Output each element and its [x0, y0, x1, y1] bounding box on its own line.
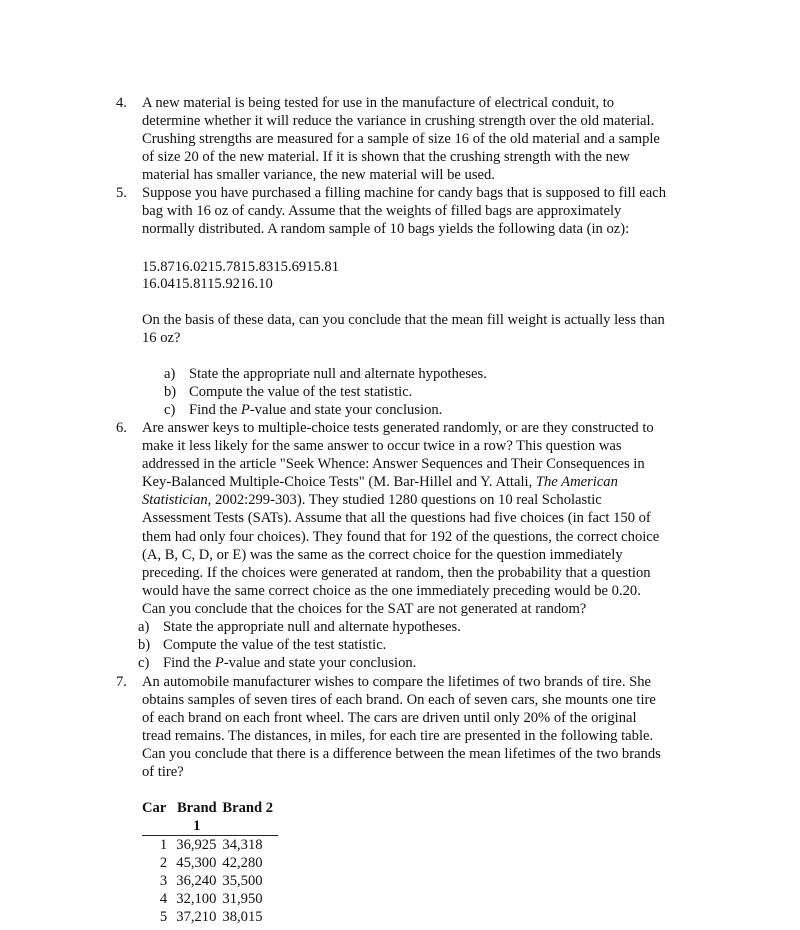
- text-line: material has smaller variance, the new material will be used.: [142, 167, 495, 184]
- subpart-text: [189, 401, 442, 419]
- subpart-letter: a): [164, 366, 176, 382]
- subpart-c: [138, 654, 720, 672]
- text-line: tread remains. The distances, in miles, for each tire are presented in the following table.: [142, 728, 654, 745]
- subpart-letter: b): [138, 637, 151, 654]
- text-line: them had only four choices). They found that for 192 of the questions, the correct choice: [142, 528, 660, 545]
- text-line: Can you conclude that the choices for the SAT are not generated at random?: [142, 600, 587, 617]
- text-line: of size 20 of the new material. If it is shown that the crushing strength with the new: [142, 149, 630, 166]
- cell-brand2: 31,950: [222, 891, 263, 907]
- problem-number: 4.: [116, 95, 127, 111]
- problem-text: [138, 419, 720, 672]
- subpart-text: State the appropriate null and alternate hypotheses.: [189, 366, 487, 382]
- table-row: [142, 836, 278, 855]
- subpart-letter: a): [138, 619, 150, 636]
- problem-text: [142, 184, 720, 238]
- subpart-list: [142, 365, 720, 419]
- subpart-a: [142, 365, 720, 383]
- cell-car: 1: [159, 837, 168, 853]
- table-row: [142, 854, 278, 872]
- subpart-text: Compute the value of the test statistic.: [189, 384, 413, 401]
- subpart-text-after: -value and state your conclusion.: [249, 402, 443, 419]
- data-line: 16.0415.8115.9216.10: [142, 276, 273, 292]
- problem-text: [142, 94, 720, 184]
- subpart-c: [142, 401, 720, 419]
- table-row: [142, 908, 278, 926]
- text-line: preceding. If the choices were generated at random, then the probability that a question: [142, 564, 651, 581]
- problem-number: 6.: [116, 420, 127, 436]
- text-line: obtains samples of seven tires of each brand. On each of seven cars, she mounts one tire: [142, 692, 656, 709]
- text-line: bag with 16 oz of candy. Assume that the weights of filled bags are approximately: [142, 203, 622, 220]
- subpart-text-before: Find the: [189, 402, 241, 419]
- text-line: make it less likely for the same answer to occur twice in a row? This question was: [142, 438, 622, 455]
- cell-brand1: 32,100: [176, 891, 217, 907]
- journal-title: The American: [535, 474, 618, 491]
- journal-title-cont: Statistician: [142, 492, 208, 509]
- text-segment: , 2002:299-303). They studied 1280 questions on 10 real Scholastic: [207, 492, 602, 509]
- cell-brand1: 36,925: [176, 837, 217, 853]
- cell-car: 5: [159, 909, 168, 925]
- p-italic: P: [214, 655, 224, 672]
- subpart-text: Compute the value of the test statistic.: [163, 637, 387, 654]
- text-line: [142, 473, 720, 491]
- col-header-car: Car: [142, 799, 171, 836]
- cell-brand2: 34,318: [222, 837, 263, 853]
- p-italic: P: [240, 402, 250, 419]
- cell-brand1: 36,240: [176, 873, 217, 889]
- text-line: addressed in the article "Seek Whence: Answer Sequences and Their Consequences in: [142, 456, 645, 473]
- text-line: of tire?: [142, 764, 184, 781]
- question-text: [142, 311, 720, 347]
- cell-brand2: 35,500: [222, 873, 263, 889]
- text-line: (A, B, C, D, or E) was the same as the correct choice for the question immediately: [142, 546, 623, 563]
- text-line: Are answer keys to multiple-choice tests generated randomly, or are they constructed to: [142, 420, 654, 436]
- problem-number: 7.: [116, 674, 127, 690]
- text-line: Assessment Tests (SATs). Assume that all the questions had five choices (in fact 150 of: [142, 510, 651, 527]
- problem-number: 5.: [116, 185, 127, 201]
- text-segment: Key-Balanced Multiple-Choice Tests" (M. Bar-Hillel and Y. Attali,: [142, 474, 536, 491]
- text-line: A new material is being tested for use in the manufacture of electrical conduit, to: [142, 95, 615, 111]
- cell-car: 3: [159, 873, 168, 889]
- tire-table: [142, 799, 278, 926]
- subpart-text: State the appropriate null and alternate hypotheses.: [163, 619, 461, 636]
- problem-text: [142, 673, 720, 782]
- subpart-letter: c): [164, 402, 176, 419]
- text-line: 16 oz?: [142, 330, 181, 347]
- text-line: Suppose you have purchased a filling machine for candy bags that is supposed to fill each: [142, 185, 667, 201]
- data-line: 15.8716.0215.7815.8315.6915.81: [142, 259, 340, 275]
- cell-car: 4: [159, 891, 168, 907]
- subpart-a: [138, 618, 720, 636]
- subpart-letter: b): [164, 384, 177, 401]
- text-line: Crushing strengths are measured for a sample of size 16 of the old material and a sample: [142, 131, 660, 148]
- text-line: [142, 491, 720, 509]
- table-header-row: [142, 799, 278, 836]
- data-block: [142, 258, 720, 292]
- cell-brand1: 37,210: [176, 909, 217, 925]
- text-line: Can you conclude that there is a difference between the mean lifetimes of the two brands: [142, 746, 661, 763]
- subpart-letter: c): [138, 655, 150, 672]
- cell-brand2: 38,015: [222, 909, 263, 925]
- cell-brand2: 42,280: [222, 855, 263, 871]
- text-line: would have the same correct choice as the one immediately preceding would be 0.20.: [142, 582, 641, 599]
- table-row: [142, 872, 278, 890]
- subpart-text-after: -value and state your conclusion.: [223, 655, 417, 672]
- text-line: On the basis of these data, can you conclude that the mean fill weight is actually less than: [142, 312, 665, 328]
- cell-brand1: 45,300: [176, 855, 217, 871]
- text-line: normally distributed. A random sample of 10 bags yields the following data (in oz):: [142, 221, 630, 238]
- data-table: [142, 799, 278, 926]
- text-line: of each brand on each front wheel. The cars are driven until only 20% of the original: [142, 710, 637, 727]
- col-header-brand2: Brand 2: [222, 799, 278, 836]
- subpart-text: [163, 654, 416, 672]
- table-row: [142, 890, 278, 908]
- subpart-b: [138, 636, 720, 654]
- text-line: An automobile manufacturer wishes to compare the lifetimes of two brands of tire. She: [142, 674, 652, 690]
- subpart-text-before: Find the: [163, 655, 215, 672]
- subpart-b: [142, 383, 720, 401]
- cell-car: 2: [159, 855, 168, 871]
- text-line: determine whether it will reduce the variance in crushing strength over the old material.: [142, 113, 655, 130]
- col-header-brand1: Brand 1: [171, 799, 222, 836]
